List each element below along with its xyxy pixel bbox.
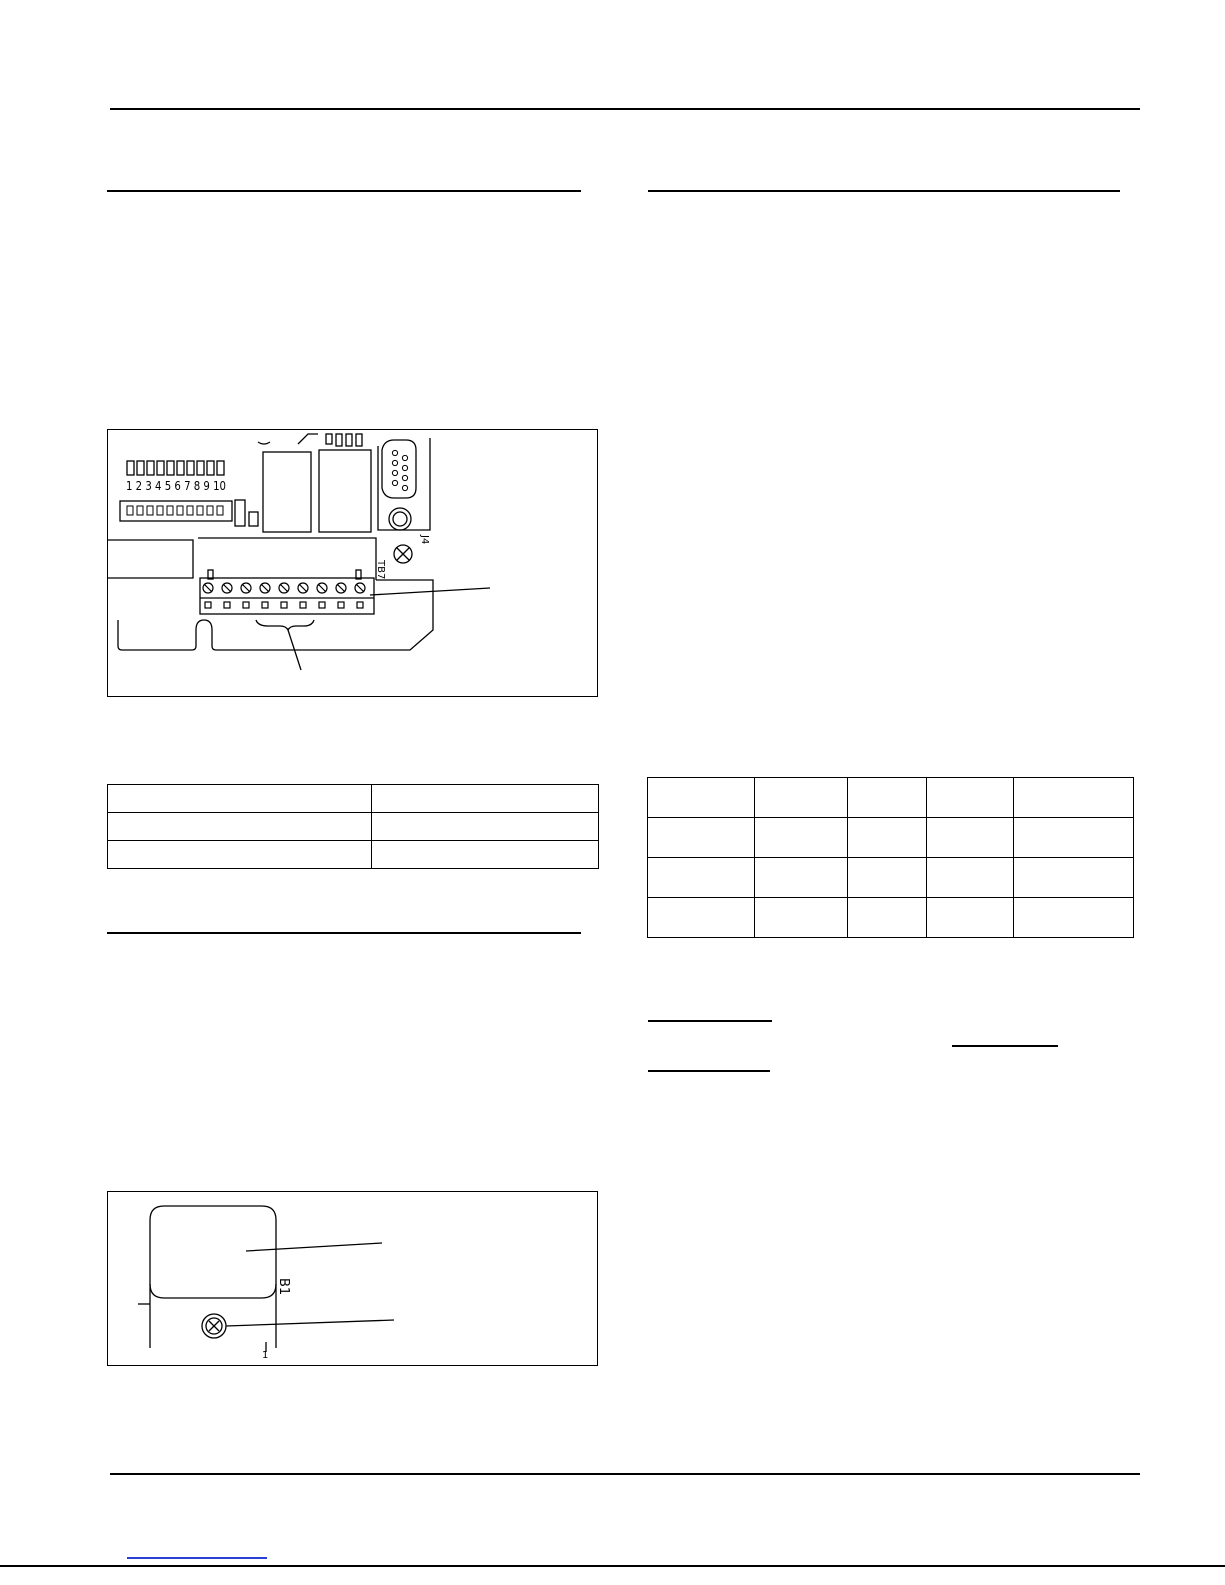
tb7-label: TB7 (375, 560, 386, 580)
underline-link-2[interactable] (952, 1045, 1058, 1047)
table-cell (648, 778, 755, 818)
terminal-block-diagram (108, 430, 596, 695)
table-cell (648, 858, 755, 898)
footer-rule (110, 1473, 1140, 1475)
table-cell (372, 841, 599, 869)
footer-link[interactable] (127, 1557, 267, 1559)
table-row (108, 785, 599, 813)
table-cell (648, 818, 755, 858)
table-cell (755, 858, 848, 898)
table-cell (927, 858, 1014, 898)
section-rule-right-1 (648, 190, 1120, 192)
table-cell (927, 778, 1014, 818)
battery-diagram (108, 1192, 596, 1364)
table-cell (108, 785, 372, 813)
table-row (648, 818, 1134, 858)
header-rule (110, 108, 1140, 110)
table-cell (927, 818, 1014, 858)
dip-switch-caps (127, 461, 224, 475)
table-cell (1014, 898, 1134, 938)
battery-pin-label: 1 (262, 1350, 269, 1361)
table-cell (1014, 818, 1134, 858)
table-cell (108, 813, 372, 841)
section-rule-left-2 (107, 932, 581, 934)
table-cell (372, 813, 599, 841)
table-cell (848, 778, 927, 818)
table-cell (108, 841, 372, 869)
table-cell (848, 818, 927, 858)
table-cell (1014, 778, 1134, 818)
table-row (108, 841, 599, 869)
table-cell (755, 778, 848, 818)
table-row (648, 858, 1134, 898)
battery-figure (107, 1191, 598, 1366)
left-table (107, 784, 599, 869)
table-cell (927, 898, 1014, 938)
j4-label: J4 (419, 535, 430, 545)
dip-switch-numbers: 1 2 3 4 5 6 7 8 9 10 (126, 479, 226, 493)
underline-link-3[interactable] (648, 1070, 770, 1072)
table-row (648, 778, 1134, 818)
table-cell (755, 818, 848, 858)
right-table (647, 777, 1134, 938)
table-cell (848, 898, 927, 938)
table-row (108, 813, 599, 841)
section-rule-left-1 (107, 190, 581, 192)
battery-label: B1 (276, 1278, 291, 1296)
table-cell (1014, 858, 1134, 898)
terminal-block-figure (107, 429, 598, 697)
table-row (648, 898, 1134, 938)
table-cell (648, 898, 755, 938)
table-cell (372, 785, 599, 813)
table-cell (848, 858, 927, 898)
bottom-rule (0, 1565, 1225, 1567)
table-cell (755, 898, 848, 938)
underline-link-1[interactable] (648, 1020, 772, 1022)
